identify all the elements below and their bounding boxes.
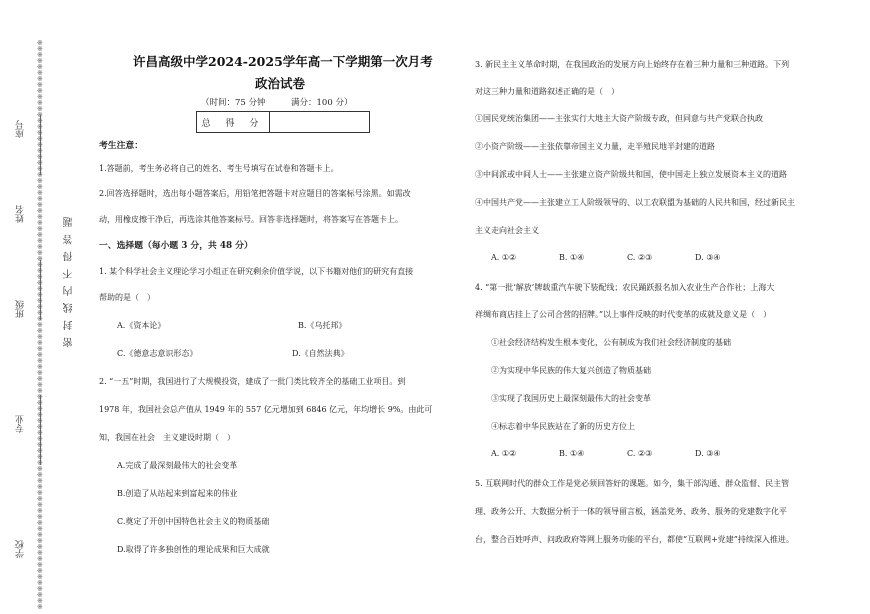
q4-line-1: 4. “第一批‘解放’牌载重汽车驶下装配线；农民踊跃报名加入农业生产合作社；上海大 — [475, 283, 775, 292]
q4-statement-3: ③实现了我国历史上最深刻最伟大的社会变革 — [491, 394, 651, 403]
q3-statement-1: ①国民党统治集团——主张实行大地主大资产阶级专政，但同意与共产党联合执政 — [475, 114, 763, 123]
q1-option-c: C.《德意志意识形态》 — [117, 349, 198, 358]
q4-option-b: B. ①④ — [559, 449, 585, 458]
notice-item-3: 动，用橡皮擦干净后，再选涂其他答案标号。回答非选择题时，将答案写在答题卡上。 — [99, 215, 403, 224]
q2-option-b: B.创造了从站起来到富起来的伟业 — [117, 489, 238, 498]
q4-statement-4: ④标志着中华民族站在了新的历史方位上 — [491, 422, 635, 431]
q4-option-d: D. ③④ — [695, 449, 721, 458]
q2-line-1: 2. “一五”时期，我国进行了大规模投资，建成了一批门类比较齐全的基础工业项目。到 — [99, 377, 406, 386]
q5-line-3: 台，整合百姓呼声、问政政府等网上服务功能的平台，都使“互联网+党建”持续深入推进。 — [475, 535, 794, 544]
notice-item-2: 2.回答选择题时，选出每小题答案后，用铅笔把答题卡对应题目的答案标号涂黑。如需改 — [99, 189, 411, 198]
score-table — [196, 111, 370, 133]
q3-option-a: A. ①② — [491, 253, 517, 262]
q3-option-c: C. ②③ — [627, 253, 653, 262]
time-info: （时间：75 分钟 满分：100 分） — [201, 98, 353, 108]
notice-item-1: 1.答题前，考生务必将自己的姓名、考生号填写在试卷和答题卡上。 — [99, 164, 339, 173]
q4-option-a: A. ①② — [491, 449, 517, 458]
q2-line-3: 知，我国在社会 主义建设时期（ ） — [99, 433, 235, 442]
exam-title: 许昌高级中学2024-2025学年高一下学期第一次月考 — [133, 54, 433, 69]
blank-line-major — [40, 395, 43, 465]
q1-option-d: D.《自然法典》 — [292, 349, 349, 358]
seal-dash-line: ※※※※※※※※※※※※※※※※※※※※※※※※※※※※※※※※※※※※※※※※※※※※※※※※※※※※※※※※※※※※※※※※※※※※※※※※※※※※※※※※※※※※※※※※※※※※※※※ — [37, 39, 43, 611]
q2-line-2: 1978 年，我国社会总产值从 1949 年的 557 亿元增加到 6846 亿元，年均增长 9%。由此可 — [99, 405, 433, 414]
q3-line-2: 对这三种力量和道路叙述正确的是（ ） — [475, 87, 619, 96]
q3-line-1: 3. 新民主主义革命时期，在我国政治的发展方向上始终存在着三种力量和三种道路。下列 — [475, 60, 790, 69]
exam-subject: 政治试卷 — [255, 76, 306, 91]
q1-option-b: B.《乌托邦》 — [298, 321, 347, 330]
q5-line-1: 5. 互联网时代的群众工作是党必须回答好的课题。如今，集干部沟通、群众监督、民主管 — [475, 479, 790, 488]
q2-option-a: A.完成了最深刻最伟大的社会变革 — [117, 461, 238, 470]
score-blank — [270, 112, 369, 132]
blank-line-seat — [40, 115, 43, 175]
label-name: 姓名 — [16, 205, 26, 223]
q4-statement-1: ①社会经济结构发生根本变化，公有制成为我们社会经济制度的基础 — [491, 338, 731, 347]
label-major: 专业 — [16, 415, 26, 433]
q3-statement-4b: 主义走向社会主义 — [475, 226, 539, 235]
section-heading: 一、选择题（每小题 3 分，共 48 分） — [99, 241, 253, 251]
notice-heading: 考生注意： — [99, 141, 143, 151]
score-label: 总 得 分 — [197, 112, 270, 132]
q3-statement-4a: ④中国共产党——主张建立工人阶级领导的、以工农联盟为基础的人民共和国，经过新民主 — [475, 198, 795, 207]
q2-option-d: D.取得了许多独创性的理论成果和巨大成就 — [117, 545, 270, 554]
q3-statement-2: ②小资产阶级——主张依靠帝国主义力量，走半殖民地半封建的道路 — [475, 142, 715, 151]
q1-line-2: 帮助的是（ ） — [99, 293, 155, 302]
label-class: 班级 — [16, 300, 26, 318]
label-seat: 座号 — [16, 120, 26, 138]
q2-option-c: C.奠定了开创中国特色社会主义的物质基础 — [117, 517, 270, 526]
q4-statement-2: ②为实现中华民族的伟大复兴创造了物质基础 — [491, 366, 651, 375]
q4-line-2: 祥绸布商店挂上了公司合营的招牌。”以上事件反映的时代变革的成就及意义是（ ） — [475, 310, 772, 319]
q3-option-b: B. ①④ — [559, 253, 585, 262]
label-school: 学校 — [16, 540, 26, 558]
q4-option-c: C. ②③ — [627, 449, 653, 458]
q5-line-2: 理、政务公开、大数据分析于一体的领导留言板，涵盖党务、政务、服务的党建数字化平 — [475, 507, 787, 516]
blank-line-class — [40, 260, 43, 320]
seal-warning: 密 封 线 内 不 得 答 题 — [64, 215, 75, 348]
q1-line-1: 1. 某个科学社会主义理论学习小组正在研究剩余价值学说，以下书籍对他们的研究有直接 — [99, 267, 414, 276]
q3-option-d: D. ③④ — [695, 253, 721, 262]
q1-option-a: A.《资本论》 — [117, 321, 166, 330]
q3-statement-3: ③中间派或中间人士——主张建立资产阶级共和国，使中国走上独立发展资本主义的道路 — [475, 170, 787, 179]
